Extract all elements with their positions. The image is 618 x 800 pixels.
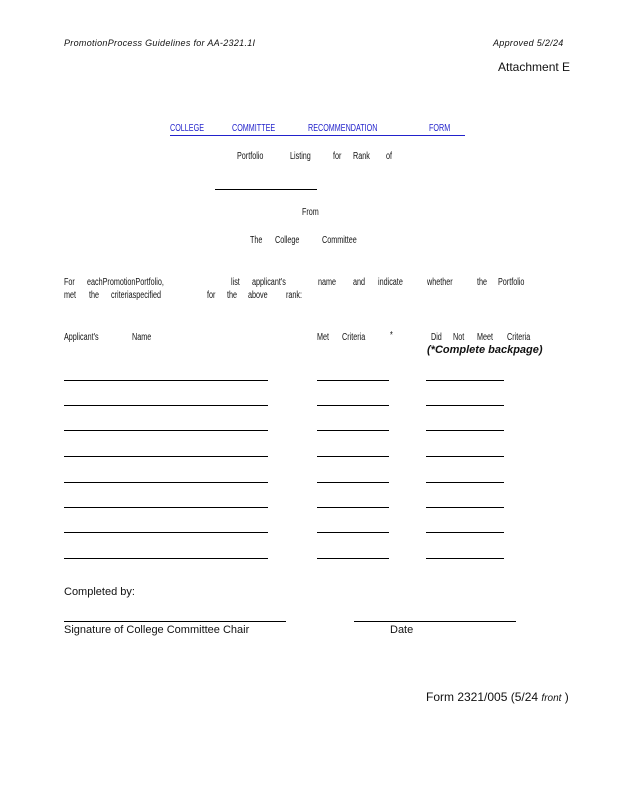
subtitle-the: The: [250, 235, 263, 246]
did-not-meet-line[interactable]: [426, 405, 504, 406]
col-criteria2-label: Criteria: [507, 332, 531, 343]
completed-by-label: Completed by:: [64, 586, 135, 598]
instr-word: for: [207, 290, 216, 301]
instr-word: indicate: [378, 277, 403, 288]
met-criteria-line[interactable]: [317, 456, 389, 457]
met-criteria-line[interactable]: [317, 405, 389, 406]
instr-word: whether: [427, 277, 453, 288]
title-underline: [170, 135, 465, 136]
instr-word: For: [64, 277, 75, 288]
instr-word: criteriaspecified: [111, 290, 162, 301]
signature-label: Signature of College Committee Chair: [64, 624, 250, 636]
col-applicant-label: Applicant's: [64, 332, 99, 343]
header-guidelines: PromotionProcess Guidelines for AA-2321.1I: [64, 38, 256, 48]
did-not-meet-line[interactable]: [426, 482, 504, 483]
col-criteria-label: Criteria: [342, 332, 366, 343]
instr-word: and: [353, 277, 366, 288]
col-did-label: Did: [431, 332, 442, 343]
form-number-text: Form 2321/005 (5/24: [426, 690, 539, 704]
subtitle-college: College: [275, 235, 300, 246]
col-not-label: Not: [453, 332, 465, 343]
did-not-meet-line[interactable]: [426, 456, 504, 457]
date-label: Date: [390, 624, 414, 636]
applicant-name-line[interactable]: [64, 380, 268, 381]
instr-word: the: [89, 290, 100, 301]
form-number: [426, 690, 569, 704]
instr-word: Portfolio: [498, 277, 525, 288]
attachment-label: Attachment E: [498, 60, 571, 74]
subtitle-for: for: [333, 151, 342, 162]
met-criteria-line[interactable]: [317, 380, 389, 381]
rank-blank-line: [215, 189, 317, 190]
subtitle-listing: Listing: [290, 151, 311, 162]
subtitle-from: From: [302, 207, 319, 218]
signature-line[interactable]: [64, 621, 286, 622]
title-word-form: FORM: [429, 123, 451, 134]
col-name-label: Name: [132, 332, 152, 343]
applicant-name-line[interactable]: [64, 532, 268, 533]
instr-word: eachPromotionPortfolio,: [87, 277, 164, 288]
title-word-recommendation: RECOMMENDATION: [308, 123, 378, 134]
instr-word: met: [64, 290, 77, 301]
applicant-name-line[interactable]: [64, 507, 268, 508]
title-word-committee: COMMITTEE: [232, 123, 276, 134]
instr-word: list: [231, 277, 240, 288]
subtitle-portfolio: Portfolio: [237, 151, 264, 162]
did-not-meet-line[interactable]: [426, 558, 504, 559]
did-not-meet-line[interactable]: [426, 430, 504, 431]
met-criteria-line[interactable]: [317, 482, 389, 483]
date-line[interactable]: [354, 621, 516, 622]
did-not-meet-line[interactable]: [426, 380, 504, 381]
instr-word: the: [477, 277, 488, 288]
header-approved: Approved 5/2/24: [493, 38, 564, 48]
instr-word: name: [318, 277, 337, 288]
did-not-meet-line[interactable]: [426, 532, 504, 533]
col-asterisk: *: [390, 330, 393, 341]
applicant-name-line[interactable]: [64, 456, 268, 457]
form-close-paren: ): [564, 690, 569, 704]
applicant-name-line[interactable]: [64, 405, 268, 406]
title-word-college: COLLEGE: [170, 123, 205, 134]
subtitle-rank: Rank: [353, 151, 370, 162]
applicant-name-line[interactable]: [64, 558, 268, 559]
met-criteria-line[interactable]: [317, 532, 389, 533]
instr-word: above: [248, 290, 268, 301]
form-front-text: front: [541, 693, 562, 704]
instr-word: rank:: [286, 290, 303, 301]
met-criteria-line[interactable]: [317, 507, 389, 508]
met-criteria-line[interactable]: [317, 430, 389, 431]
complete-backpage-note: (*Complete backpage): [427, 344, 543, 356]
instr-word: applicant's: [252, 277, 286, 288]
col-met-label: Met: [317, 332, 330, 343]
applicant-name-line[interactable]: [64, 430, 268, 431]
applicant-name-line[interactable]: [64, 482, 268, 483]
col-meet-label: Meet: [477, 332, 494, 343]
did-not-meet-line[interactable]: [426, 507, 504, 508]
subtitle-committee: Committee: [322, 235, 357, 246]
instr-word: the: [227, 290, 238, 301]
subtitle-of: of: [386, 151, 393, 162]
met-criteria-line[interactable]: [317, 558, 389, 559]
